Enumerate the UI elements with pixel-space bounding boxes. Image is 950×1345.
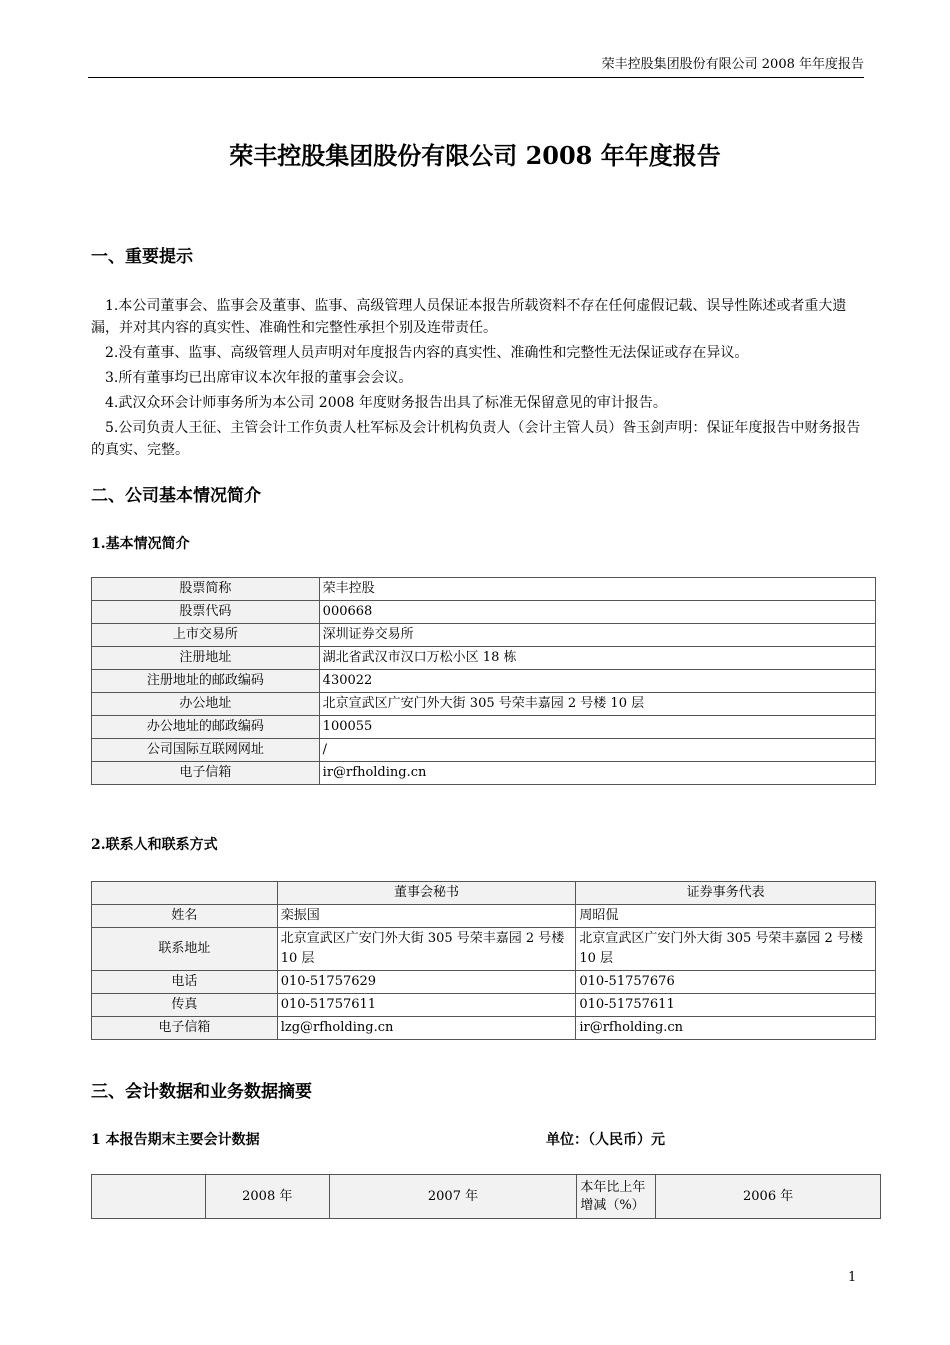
representative-value: 北京宣武区广安门外大街 305 号荣丰嘉园 2 号楼 10 层 [576, 928, 876, 971]
secretary-value: lzg@rfholding.cn [277, 1017, 576, 1040]
row-value: 100055 [319, 716, 875, 739]
representative-value: 010-51757676 [576, 971, 876, 994]
secretary-value: 010-51757629 [277, 971, 576, 994]
representative-value: 周昭侃 [576, 905, 876, 928]
running-header: 荣丰控股集团股份有限公司 2008 年年度报告 [601, 57, 864, 72]
row-label: 上市交易所 [92, 624, 320, 647]
secretary-value: 北京宣武区广安门外大街 305 号荣丰嘉园 2 号楼 10 层 [277, 928, 576, 971]
row-value: / [319, 739, 875, 762]
representative-value: ir@rfholding.cn [576, 1017, 876, 1040]
section-heading-important-notice: 一、重要提示 [91, 247, 193, 267]
row-label: 电子信箱 [92, 762, 320, 785]
column-header [92, 882, 278, 905]
row-label: 股票简称 [92, 578, 320, 601]
row-label: 办公地址的邮政编码 [92, 716, 320, 739]
row-label: 联系地址 [92, 928, 278, 971]
table-header-row [92, 882, 876, 905]
column-header: 2007 年 [329, 1175, 577, 1219]
table-row [92, 739, 876, 762]
document-title: 荣丰控股集团股份有限公司 2008 年年度报告 [229, 141, 721, 170]
subsection-heading-contacts: 2.联系人和联系方式 [91, 837, 218, 853]
table-row [92, 601, 876, 624]
secretary-value: 栾振国 [277, 905, 576, 928]
notice-item: 3.所有董事均已出席审议本次年报的董事会会议。 [105, 370, 413, 386]
currency-unit-label: 单位：（人民币）元 [546, 1132, 665, 1148]
row-value: 430022 [319, 670, 875, 693]
notice-item: 1.本公司董事会、监事会及董事、监事、高级管理人员保证本报告所载资料不存在任何虚假记载、误导性陈述或者重大遗漏，并对其内容的真实性、准确性和完整性承担个别及连带责任。 [91, 298, 847, 336]
row-value: 湖北省武汉市汉口万松小区 18 栋 [319, 647, 875, 670]
row-value: 北京宣武区广安门外大街 305 号荣丰嘉园 2 号楼 10 层 [319, 693, 875, 716]
row-value: 000668 [319, 601, 875, 624]
row-value: 深圳证券交易所 [319, 624, 875, 647]
header-divider [88, 77, 864, 78]
basic-info-table [91, 577, 876, 785]
row-label: 电话 [92, 971, 278, 994]
column-header: 2006 年 [656, 1175, 881, 1219]
contact-table [91, 881, 876, 1040]
table-row [92, 716, 876, 739]
table-row [92, 905, 876, 928]
notice-item: 4.武汉众环会计师事务所为本公司 2008 年度财务报告出具了标准无保留意见的审计报告。 [105, 395, 667, 411]
column-header: 本年比上年增减（%） [577, 1175, 656, 1219]
table-row [92, 624, 876, 647]
row-label: 股票代码 [92, 601, 320, 624]
row-label: 办公地址 [92, 693, 320, 716]
table-row [92, 1017, 876, 1040]
table-row [92, 928, 876, 971]
column-header: 2008 年 [205, 1175, 329, 1219]
row-label: 姓名 [92, 905, 278, 928]
column-header: 董事会秘书 [277, 882, 576, 905]
section-heading-company-profile: 二、公司基本情况简介 [91, 486, 261, 506]
accounting-data-table [91, 1174, 881, 1219]
row-label: 注册地址 [92, 647, 320, 670]
table-row [92, 647, 876, 670]
table-row [92, 670, 876, 693]
subsection-heading-main-accounting-data: 1 本报告期末主要会计数据 [91, 1132, 260, 1148]
table-row [92, 971, 876, 994]
subsection-heading-basic-info: 1.基本情况简介 [91, 536, 190, 552]
table-row [92, 578, 876, 601]
notice-item: 2.没有董事、监事、高级管理人员声明对年度报告内容的真实性、准确性和完整性无法保证或存在异议。 [105, 345, 749, 361]
section-heading-accounting-data: 三、会计数据和业务数据摘要 [91, 1082, 312, 1102]
secretary-value: 010-51757611 [277, 994, 576, 1017]
row-label: 注册地址的邮政编码 [92, 670, 320, 693]
table-row [92, 762, 876, 785]
table-row [92, 994, 876, 1017]
representative-value: 010-51757611 [576, 994, 876, 1017]
row-label: 公司国际互联网网址 [92, 739, 320, 762]
notice-item: 5.公司负责人王征、主管会计工作负责人杜军标及会计机构负责人（会计主管人员）昝玉剑声明：保证年度报告中财务报告的真实、完整。 [91, 420, 861, 458]
row-label: 传真 [92, 994, 278, 1017]
page-number: 1 [848, 1270, 857, 1285]
important-notice-list [91, 295, 863, 464]
column-header [92, 1175, 206, 1219]
table-header-row [92, 1175, 881, 1219]
row-value: 荣丰控股 [319, 578, 875, 601]
row-value: ir@rfholding.cn [319, 762, 875, 785]
table-row [92, 693, 876, 716]
row-label: 电子信箱 [92, 1017, 278, 1040]
column-header: 证券事务代表 [576, 882, 876, 905]
